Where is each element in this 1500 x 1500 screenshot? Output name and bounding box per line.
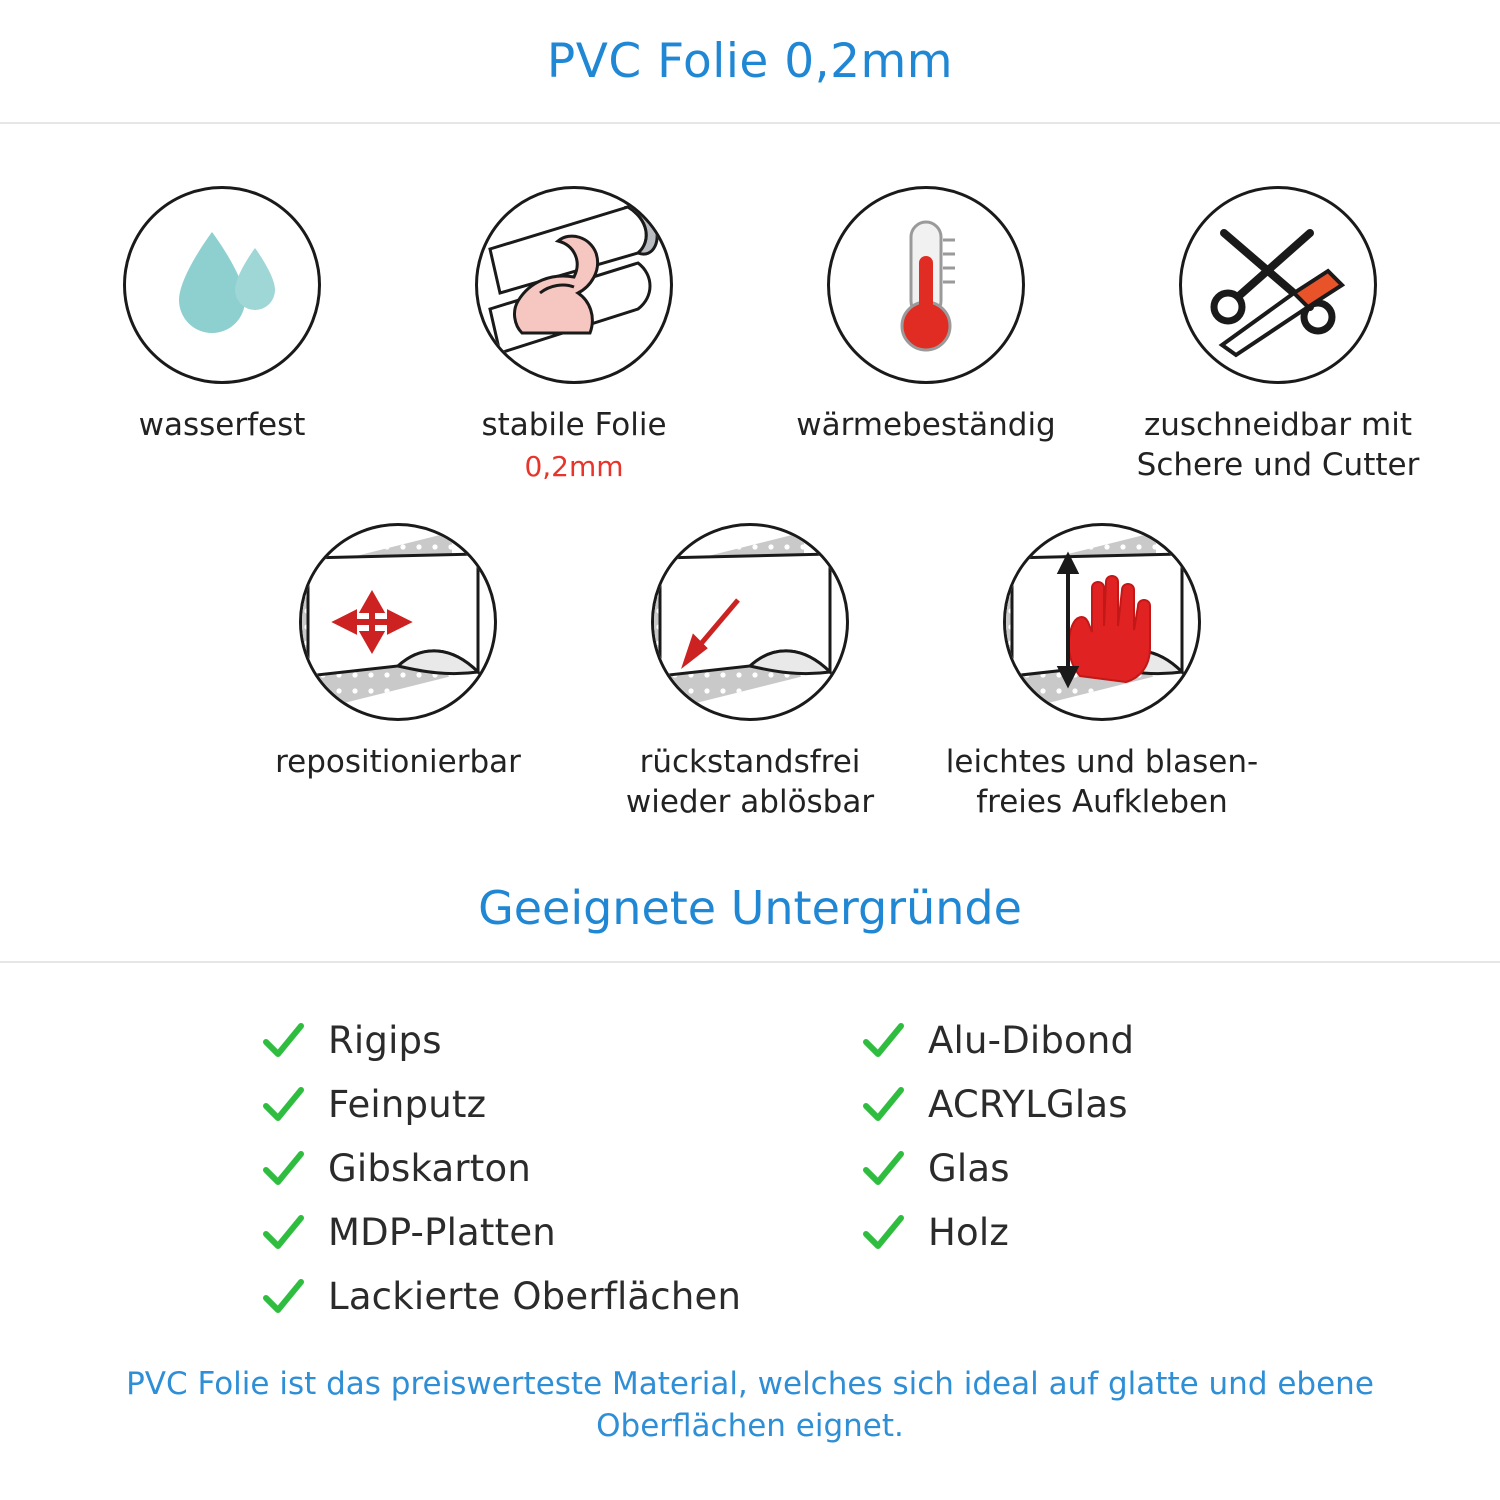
thermometer-icon [827, 186, 1025, 384]
list-item [260, 1265, 750, 1329]
list-item-label: Alu-Dibond [928, 1019, 1135, 1063]
feature-label: stabile Folie [481, 407, 667, 443]
check-icon [860, 1210, 906, 1256]
feature-zuschneidbar [1102, 186, 1454, 485]
list-item [260, 1073, 750, 1137]
section-title: Geeignete Untergründe [478, 880, 1022, 935]
check-icon [860, 1018, 906, 1064]
peel-off-icon [651, 523, 849, 721]
surfaces-lists [0, 963, 1500, 1329]
section-header [0, 881, 1500, 963]
check-icon [260, 1210, 306, 1256]
hand-smooth-icon [1003, 523, 1201, 721]
feature-repositionierbar [222, 523, 574, 822]
check-icon [860, 1146, 906, 1192]
footer-note: PVC Folie ist das preiswerteste Material, welches sich ideal auf glatte und ebene Oberflächen eignet. [126, 1365, 1374, 1445]
page-title: PVC Folie 0,2mm [546, 33, 954, 89]
strong-arm-film-icon [475, 186, 673, 384]
feature-wasserfest [46, 186, 398, 485]
list-item [260, 1201, 750, 1265]
scissors-cutter-icon [1179, 186, 1377, 384]
list-item-label: Holz [928, 1211, 1009, 1255]
list-item [860, 1201, 1370, 1265]
feature-label: repositionierbar [275, 744, 521, 781]
check-icon [260, 1146, 306, 1192]
reposition-arrows-icon [299, 523, 497, 721]
page-header [0, 0, 1500, 124]
list-item [860, 1137, 1370, 1201]
check-icon [260, 1082, 306, 1128]
list-item-label: Feinputz [328, 1083, 487, 1127]
feature-label: rückstandsfrei wieder ablösbar [625, 744, 875, 821]
feature-stabile-folie [398, 186, 750, 485]
features-row-bottom [0, 485, 1500, 822]
feature-sublabel: 0,2mm [524, 449, 624, 483]
list-item-label: Glas [928, 1147, 1010, 1191]
list-item-label: Rigips [328, 1019, 442, 1063]
feature-label: wasserfest [138, 407, 306, 443]
check-icon [260, 1018, 306, 1064]
list-item-label: Lackierte Oberflächen [328, 1275, 742, 1319]
list-item-label: MDP-Platten [328, 1211, 556, 1255]
check-icon [860, 1082, 906, 1128]
feature-waermebestaendig [750, 186, 1102, 485]
list-item [260, 1009, 750, 1073]
list-item [860, 1009, 1370, 1073]
water-drops-icon [123, 186, 321, 384]
check-icon [260, 1274, 306, 1320]
list-item-label: Gibskarton [328, 1147, 531, 1191]
feature-label: zuschneidbar mit Schere und Cutter [1136, 407, 1420, 483]
feature-rueckstandsfrei [574, 523, 926, 822]
surfaces-column-right [750, 1009, 1370, 1329]
surfaces-column-left [130, 1009, 750, 1329]
feature-label: leichtes und blasen- freies Aufkleben [945, 744, 1259, 821]
features-row-top [0, 124, 1500, 485]
list-item [260, 1137, 750, 1201]
list-item-label: ACRYLGlas [928, 1083, 1128, 1127]
feature-blasenfrei [926, 523, 1278, 822]
feature-label: wärmebeständig [796, 407, 1056, 443]
list-item [860, 1073, 1370, 1137]
